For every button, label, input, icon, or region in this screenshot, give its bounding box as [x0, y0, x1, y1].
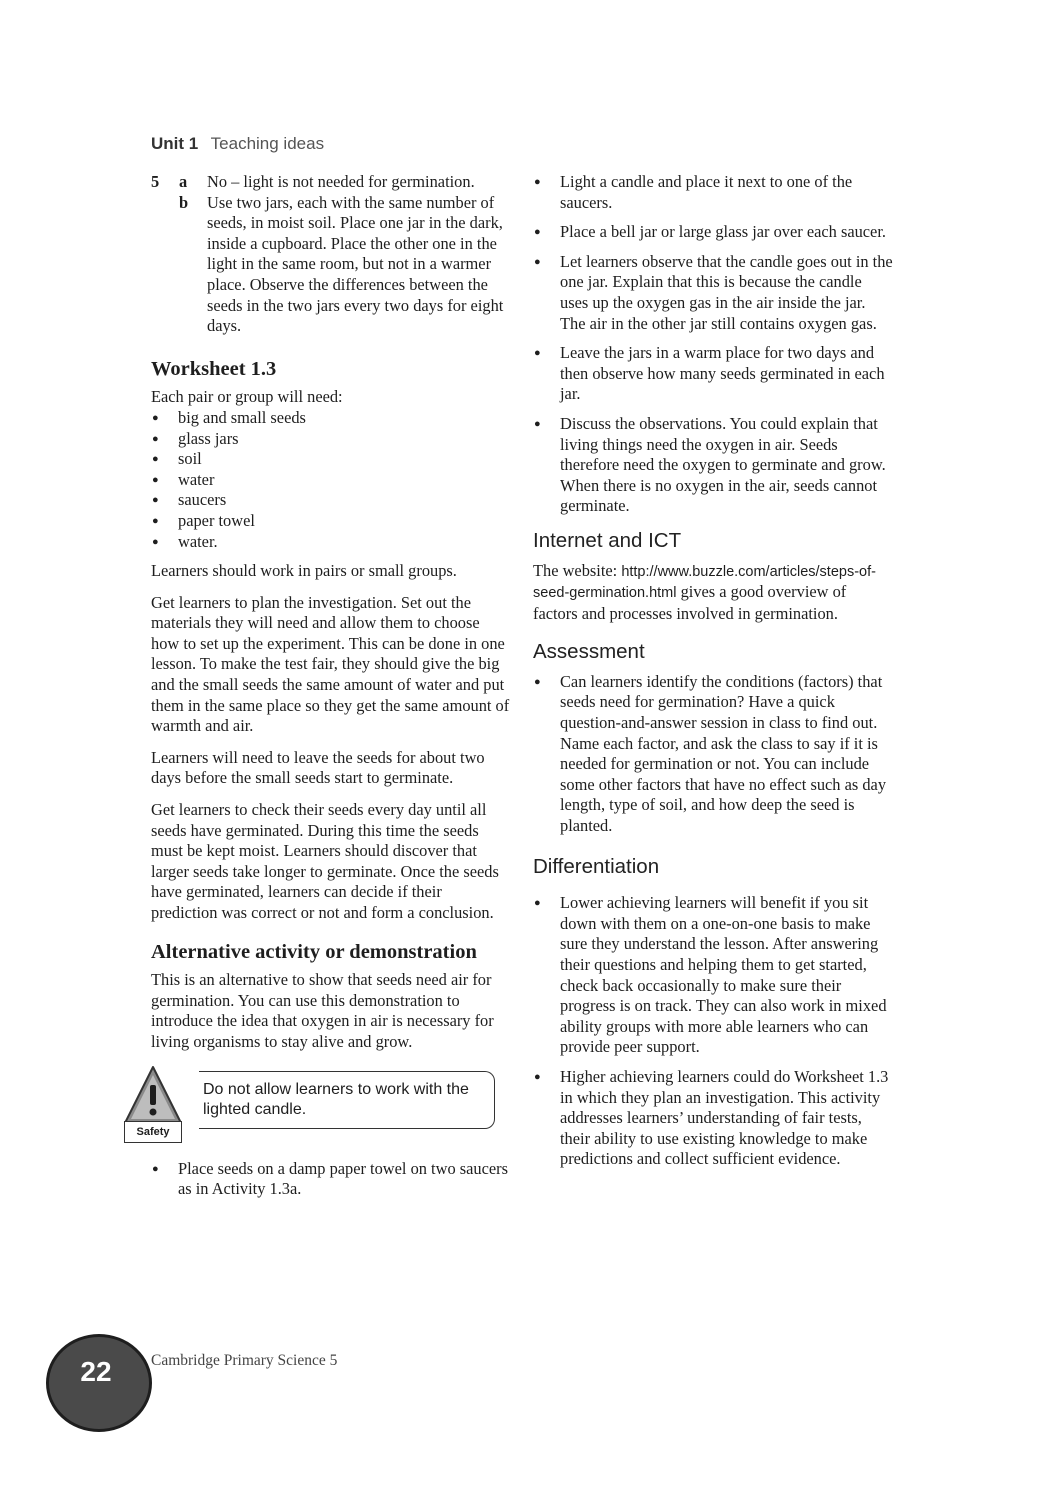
answer-text-a: No – light is not needed for germination. [207, 172, 475, 191]
internet-paragraph [533, 561, 893, 625]
worksheet-paragraph: Get learners to plan the investigation. Set out the materials they will need and allow them to choose how to set up the experiment. This can be done in one lesson. To make the test fair, they should give the big and the small seeds the same amount of water and put them in the same place so they get the same amount of warmth and air. [151, 592, 510, 736]
unit-label: Unit 1 [151, 134, 199, 153]
safety-label: Safety [124, 1121, 182, 1144]
safety-line-1: Do not allow learners to work with the [203, 1080, 469, 1098]
list-item: ● glass jars [151, 429, 511, 450]
unit-subtitle: Teaching ideas [210, 134, 325, 153]
worksheet-paragraph: Learners should work in pairs or small groups. [151, 561, 457, 581]
list-item: ● water [151, 470, 511, 491]
list-item: ● saucers [151, 490, 511, 511]
internet-tail: gives a good overview of factors and processes involved in germination. [533, 582, 847, 623]
alternative-heading: Alternative activity or demonstration [151, 940, 477, 963]
worksheet-paragraph: Learners will need to leave the seeds for about two days before the small seeds start to germinate. [151, 747, 485, 788]
assessment-heading: Assessment [533, 640, 645, 664]
list-item: ● Light a candle and place it next to one of the saucers. [533, 172, 893, 213]
website-link[interactable]: http://www.buzzle.com/articles/steps-of-seed-germination.html [533, 563, 876, 602]
alternative-steps [151, 1159, 511, 1200]
list-item: ● Can learners identify the conditions (factors) that seeds need for germination? Have a quick question-and-answer session in class to find out. Name each factor, and ask the class to say if it is needed for germination or not. You can include some other factors that have no effect such as day length, type of soil, and how deep the seed is planted. [533, 672, 893, 837]
list-item: ● paper towel [151, 511, 511, 532]
answer-letter-b: b [179, 192, 189, 212]
list-item: ● Discuss the observations. You could explain that living things need the oxygen in air. Seeds therefore need the oxygen to germinate and grow. When there is no oxygen in the air, seeds cannot germinate. [533, 414, 893, 517]
materials-list [151, 408, 511, 552]
page-header [151, 134, 324, 154]
list-item: ● Place a bell jar or large glass jar over each saucer. [533, 222, 893, 243]
answer-5b [151, 193, 511, 337]
book-title: Cambridge Primary Science 5 [151, 1352, 338, 1369]
safety-line-2: lighted candle. [203, 1100, 307, 1118]
differentiation-list [533, 893, 893, 1170]
answer-letter-a: a [179, 172, 188, 191]
answer-text-b: Use two jars, each with the same number of seeds, in moist soil. Place one jar in the dark, inside a cupboard. Place the other one in the light in the same room, but not in a warmer place. Observe the differences between the seeds in the two jars every two days for eight days. [207, 192, 504, 336]
demonstration-steps [533, 172, 893, 517]
worksheet-intro: Each pair or group will need: [151, 387, 343, 407]
list-item: ● Leave the jars in a warm place for two days and then observe how many seeds germinated in each jar. [533, 343, 893, 405]
answer-5a [151, 172, 511, 193]
list-item: ● Lower achieving learners will benefit if you sit down with them on a one-on-one basis to make sure they understand the lesson. After answering their questions and helping them to get started, check back occasionally to make sure their progress is on track. They can also work in mixed ability groups with more able learners who can provide peer support. [533, 893, 893, 1058]
page-number: 22 [80, 1356, 112, 1387]
safety-message [199, 1071, 495, 1129]
right-column [533, 172, 893, 1179]
safety-callout [136, 1067, 511, 1147]
list-item: ● Higher achieving learners could do Worksheet 1.3 in which they plan an investigation. This activity addresses learners’ understanding of fair tests, their ability to use existing knowledge to make predictions and collect sufficient evidence. [533, 1067, 893, 1170]
internet-heading: Internet and ICT [533, 528, 682, 552]
differentiation-heading: Differentiation [533, 854, 660, 878]
alternative-paragraph: This is an alternative to show that seeds need air for germination. You can use this demonstration to introduce the idea that oxygen in air is necessary for living organisms to stay alive and grow. [151, 970, 494, 1051]
question-number: 5 [151, 172, 160, 191]
list-item: ● soil [151, 449, 511, 470]
worksheet-heading: Worksheet 1.3 [151, 357, 277, 380]
list-item: ● Place seeds on a damp paper towel on two saucers as in Activity 1.3a. [151, 1159, 511, 1200]
list-item: ● Let learners observe that the candle goes out in the one jar. Explain that this is because the candle uses up the oxygen gas in the air inside the jar. The air in the other jar still contains oxygen gas. [533, 252, 893, 334]
list-item: ● water. [151, 532, 511, 553]
left-column [136, 172, 511, 1209]
internet-lead: The website: [533, 560, 622, 580]
worksheet-paragraph: Get learners to check their seeds every day until all seeds have germinated. During this time the seeds must be kept moist. Learners should discover that larger seeds take longer to germinate. Once the seeds have germinated, learners can decide if their prediction was correct or not and form a conclusion. [151, 800, 499, 922]
assessment-list [533, 672, 893, 837]
list-item: ● big and small seeds [151, 408, 511, 429]
question-5-answers [151, 172, 511, 337]
